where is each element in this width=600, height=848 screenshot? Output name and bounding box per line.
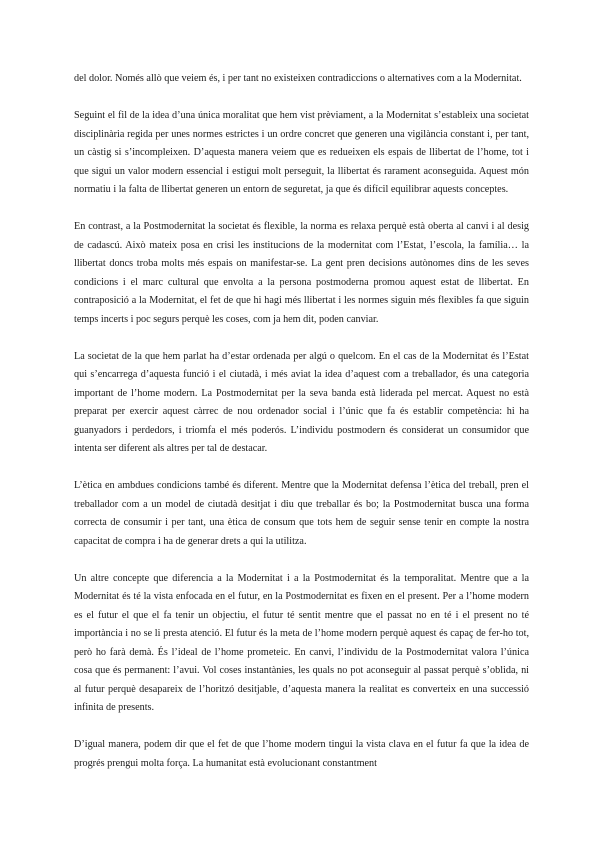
paragraph-temporalitat: Un altre concepte que diferencia a la Modernitat i a la Postmodernitat és la temporalitat. Mentre que a la Modernitat és té la vista enfocada en el futur, en la Postmodernitat es fixen en el present. Per a l’home modern es el futur el que el fa tenir un objectiu, el futur té sentit mentre que el passat no en té i el present no té importància i no se li presta atenció. El futur és la meta de l’home modern perquè aquest és capaç de fer-ho tot, però ho farà demà. És l’ideal de l’home prometeic. En canvi, l’individu de la Postmodernitat valora l’única cosa que és permanent: l’avui. Vol coses instantànies, les quals no pot aconseguir al passat perquè s’oblida, ni al futur perquè desapareix de l’horitzó desitjable, d’aquesta manera la realitat es converteix en una successió infinita de presents.	[74, 572, 529, 713]
paragraph-postmodernitat-flexible: En contrast, a la Postmodernitat la societat és flexible, la norma es relaxa perquè està oberta al canvi i al desig de cadascú. Això mateix posa en crisi les institucions de la modernitat com l’Estat, l’escola, la família… la llibertat doncs troba molts més espais on manifestar-se. La gent pren decisions autònomes dins de les seves condicions i el marc cultural que envolta a la persona postmoderna promou aquest estat de llibertat. En contraposició a la Modernitat, el fet de que hi hagi més llibertat i les normes siguin més flexibles fa que siguin temps incerts i poc segurs perquè les coses, com ja hem dit, poden canviar.	[74, 221, 529, 325]
document-page	[74, 70, 529, 792]
paragraph-etica: L’ètica en ambdues condicions també és diferent. Mentre que la Modernitat defensa l’ètica del treball, pren el treballador com a un model de ciutadà desitjat i diu que treballar és bo; la Postmodernitat busca una forma correcta de consumir i per tant, una ètica de consum que tots hem de seguir sense tenir en compte la nostra capacitat de compra i ha de generar drets a qui la utilitza.	[74, 480, 529, 547]
paragraph-societat-disciplinaria: Seguint el fil de la idea d’una única moralitat que hem vist prèviament, a la Modernitat s’estableix una societat disciplinària regida per unes normes estrictes i un ordre concret que generen una vigilància constant i, per tant, un càstig si s’incompleixen. D’aquesta manera veiem que es redueixen els espais de llibertat de l’home, tot i que sigui un valor modern essencial i estigui molt perseguit, la llibertat és rarament aconseguida. Aquest món normatiu i la falta de llibertat generen un entorn de seguretat, ja que és difícil equilibrar aquests conceptes.	[74, 110, 529, 195]
paragraph-dolor: del dolor. Només allò que veiem és, i per tant no existeixen contradiccions o alternatives com a la Modernitat.	[74, 73, 522, 84]
paragraph-ordre-social: La societat de la que hem parlat ha d’estar ordenada per algú o quelcom. En el cas de la Modernitat és l’Estat qui s’encarrega d’aquesta funció i el ciutadà, i més aviat la idea d’aquest com a treballador, és una categoria important de l’home modern. La Postmodernitat per la seva banda està liderada pel mercat. Aquest no està preparat per exercir aquest càrrec de nou ordenador social i l’únic que fa és establir competència: hi ha guanyadors i perdedors, i triomfa el més poderós. L’individu postmodern és considerat un consumidor que intenta ser diferent als altres per tal de destacar.	[74, 350, 529, 454]
paragraph-progres: D’igual manera, podem dir que el fet de que l’home modern tingui la vista clava en el futur fa que la idea de progrés prengui molta força. La humanitat està evolucionant constantment	[74, 739, 529, 769]
